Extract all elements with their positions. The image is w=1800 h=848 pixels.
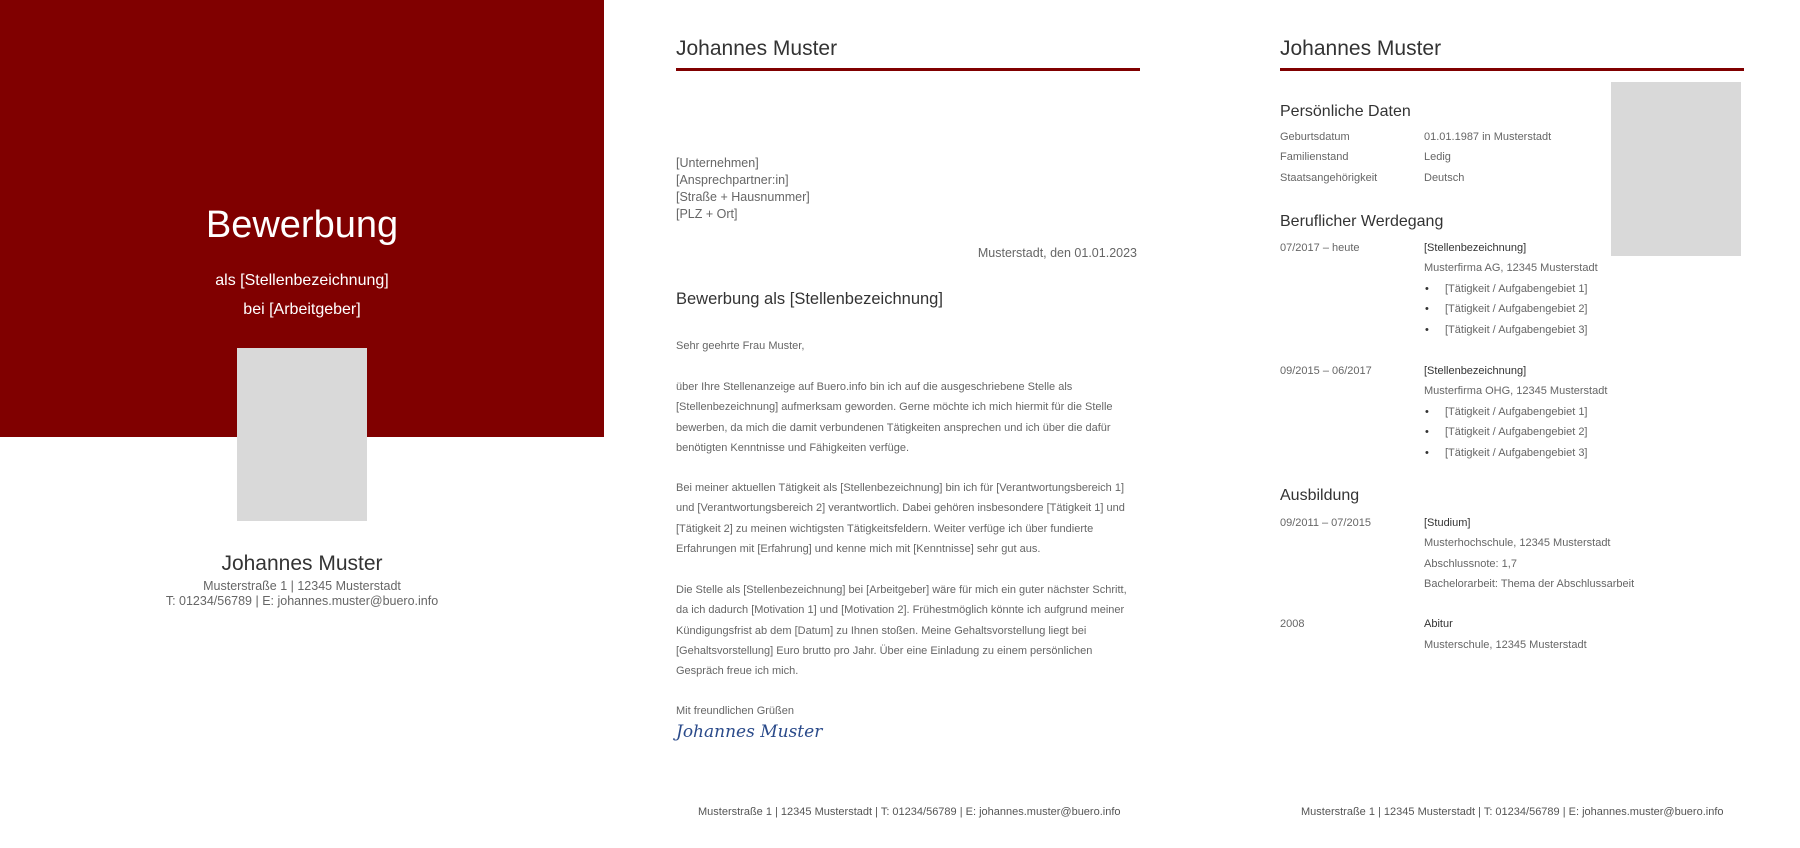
letter-footer: Musterstraße 1 | 12345 Musterstadt | T: 01234/56789 | E: johannes.muster@buero.info: [698, 806, 1121, 818]
letter-header-rule: [676, 68, 1140, 71]
career-company: Musterfirma AG, 12345 Musterstadt: [1424, 262, 1598, 274]
education-detail: Abschlussnote: 1,7: [1424, 558, 1517, 570]
cover-letter-page: [676, 0, 1140, 848]
personal-value: 01.01.1987 in Musterstadt: [1424, 131, 1552, 143]
recipient-company: [Unternehmen]: [676, 156, 759, 170]
recipient-contact: [Ansprechpartner:in]: [676, 173, 789, 187]
cover-contact: T: 01234/56789 | E: johannes.muster@buero.info: [165, 594, 439, 608]
education-detail: Musterhochschule, 12345 Musterstadt: [1424, 537, 1611, 549]
letter-subject: Bewerbung als [Stellenbezeichnung]: [676, 290, 943, 308]
cv-photo-placeholder: [1611, 82, 1741, 256]
career-title: [Stellenbezeichnung]: [1424, 365, 1527, 377]
personal-label: Geburtsdatum: [1280, 131, 1350, 143]
career-task: • [Tätigkeit / Aufgabengebiet 3]: [1428, 324, 1588, 336]
career-period: 09/2015 – 06/2017: [1280, 365, 1372, 377]
education-period: 2008: [1280, 618, 1305, 630]
cover-position-line: als [Stellenbezeichnung]: [215, 272, 389, 289]
education-detail: Musterschule, 12345 Musterstadt: [1424, 639, 1587, 651]
salutation: Sehr geehrte Frau Muster,: [676, 340, 805, 352]
recipient-city: [PLZ + Ort]: [676, 207, 738, 221]
career-task: • [Tätigkeit / Aufgabengebiet 1]: [1428, 283, 1588, 295]
personal-label: Familienstand: [1280, 151, 1349, 163]
place-date: Musterstadt, den 01.01.2023: [977, 246, 1137, 260]
signature: Johannes Muster: [676, 722, 823, 742]
recipient-street: [Straße + Hausnummer]: [676, 190, 810, 204]
career-task: • [Tätigkeit / Aufgabengebiet 1]: [1428, 406, 1588, 418]
letter-paragraph: über Ihre Stellenanzeige auf Buero.info bin ich auf die ausgeschriebene Stelle als [Stellenbezeichnung] aufmerksam geworden. Gerne möchte ich mich hiermit für die Stelle bewerben, da mich die damit verbundenen Tätigkeiten ansprechen und ich über die dafür benötigten Kenntnisse und Fähigkeiten verfüge.: [676, 381, 1113, 454]
cover-name: Johannes Muster: [221, 552, 383, 575]
education-title: Abitur: [1424, 618, 1453, 630]
recipient-block: [676, 155, 810, 223]
letter-header-name: Johannes Muster: [676, 37, 838, 60]
closing: Mit freundlichen Grüßen: [676, 705, 794, 717]
cover-page: [0, 0, 604, 848]
education-detail: Bachelorarbeit: Thema der Abschlussarbeit: [1424, 578, 1635, 590]
career-task: • [Tätigkeit / Aufgabengebiet 2]: [1428, 303, 1588, 315]
education-title: [Studium]: [1424, 517, 1471, 529]
cv-page: [1280, 0, 1744, 848]
cover-employer-line: bei [Arbeitgeber]: [243, 301, 361, 318]
personal-value: Ledig: [1424, 151, 1451, 163]
section-heading-education: Ausbildung: [1280, 487, 1360, 504]
career-company: Musterfirma OHG, 12345 Musterstadt: [1424, 385, 1608, 397]
cv-footer: Musterstraße 1 | 12345 Musterstadt | T: 01234/56789 | E: johannes.muster@buero.info: [1301, 806, 1724, 818]
career-period: 07/2017 – heute: [1280, 242, 1360, 254]
letter-paragraph: Bei meiner aktuellen Tätigkeit als [Stellenbezeichnung] bin ich für [Verantwortungsbereich 1] und [Verantwortungsbereich 2] verantwortlich. Dabei gehören insbesondere [Tätigkeit 1] und [Tätigkeit 2] zu meinen wichtigsten Tätigkeitsfeldern. Weiter verfüge ich über fundierte Erfahrungen mit [Erfahrung] und kenne mich mit [Kenntnisse] sehr gut aus.: [676, 482, 1125, 555]
personal-label: Staatsangehörigkeit: [1280, 172, 1378, 184]
cover-address: Musterstraße 1 | 12345 Musterstadt: [203, 579, 401, 593]
career-task: • [Tätigkeit / Aufgabengebiet 3]: [1428, 447, 1588, 459]
cv-header-rule: [1280, 68, 1744, 71]
career-task: • [Tätigkeit / Aufgabengebiet 2]: [1428, 426, 1588, 438]
cover-photo-placeholder: [237, 348, 367, 521]
cv-header-name: Johannes Muster: [1280, 37, 1442, 60]
section-heading-career: Beruflicher Werdegang: [1280, 213, 1444, 230]
education-period: 09/2011 – 07/2015: [1280, 517, 1371, 529]
personal-value: Deutsch: [1424, 172, 1465, 184]
section-heading-personal: Persönliche Daten: [1280, 103, 1411, 120]
career-title: [Stellenbezeichnung]: [1424, 242, 1527, 254]
cover-title: Bewerbung: [205, 204, 399, 246]
letter-paragraph: Die Stelle als [Stellenbezeichnung] bei [Arbeitgeber] wäre für mich ein guter nächster Schritt, da ich dadurch [Motivation 1] und [Motivation 2]. Frühestmöglich könnte ich aufgrund meiner Kündigungsfrist ab dem [Datum] zu Ihnen stoßen. Meine Gehaltsvorstellung liegt bei [Gehaltsvorstellung] Euro brutto pro Jahr. Über eine Einladung zu einem persönlichen Gespräch freue ich mich.: [676, 584, 1127, 678]
